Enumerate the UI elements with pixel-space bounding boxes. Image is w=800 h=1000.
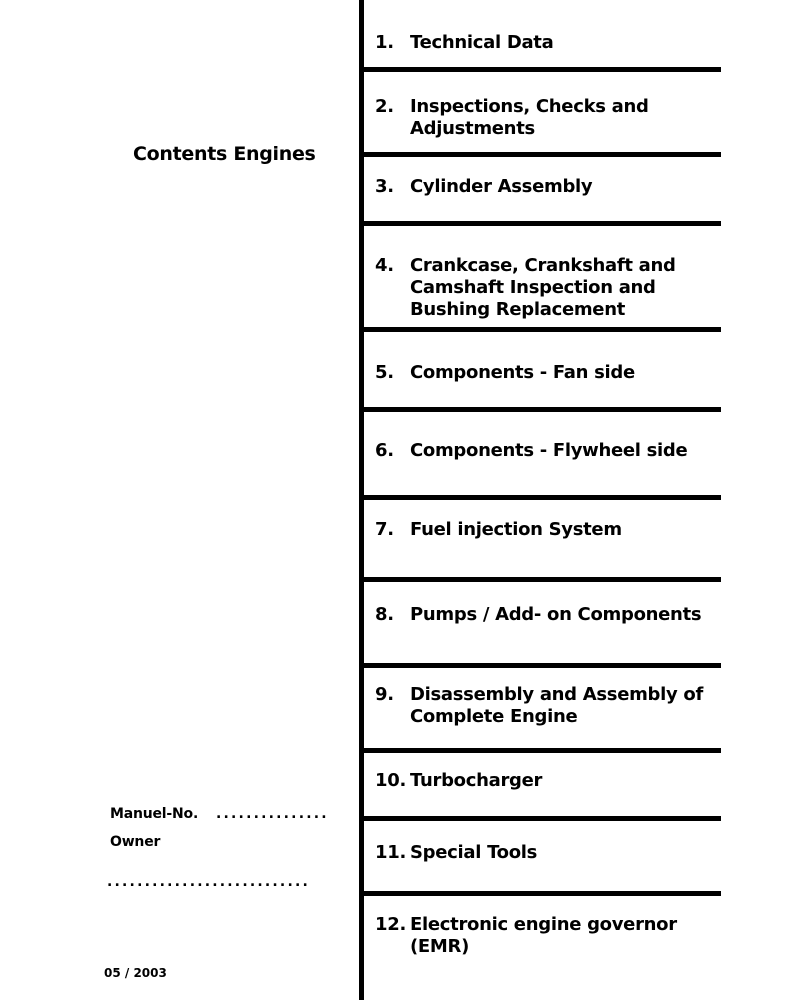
toc-divider bbox=[362, 663, 721, 668]
toc-title: Turbocharger bbox=[410, 770, 543, 791]
toc-divider bbox=[362, 221, 721, 226]
toc-divider bbox=[362, 577, 721, 582]
manual-no-field[interactable]: ............... bbox=[216, 806, 329, 822]
toc-divider bbox=[362, 152, 721, 157]
toc-divider bbox=[362, 67, 721, 72]
toc-number: 3. bbox=[375, 176, 394, 197]
toc-entry-6[interactable] bbox=[375, 440, 720, 462]
toc-divider bbox=[362, 891, 721, 896]
toc-number: 10. bbox=[375, 770, 406, 791]
toc-title: Special Tools bbox=[410, 842, 538, 863]
toc-entry-12[interactable] bbox=[375, 914, 720, 958]
toc-entry-2[interactable] bbox=[375, 96, 720, 140]
toc-title: Inspections, Checks and Adjustments bbox=[410, 96, 649, 139]
toc-number: 4. bbox=[375, 255, 394, 276]
publication-date: 05 / 2003 bbox=[104, 966, 167, 980]
toc-title: Crankcase, Crankshaft and Camshaft Inspection and Bushing Replacement bbox=[410, 255, 676, 320]
toc-number: 2. bbox=[375, 96, 394, 117]
vertical-divider bbox=[359, 0, 364, 1000]
toc-entry-3[interactable] bbox=[375, 176, 720, 198]
toc-title: Fuel injection System bbox=[410, 519, 622, 540]
toc-divider bbox=[362, 816, 721, 821]
toc-number: 7. bbox=[375, 519, 394, 540]
owner-field[interactable]: ........................... bbox=[107, 874, 310, 890]
toc-entry-11[interactable] bbox=[375, 842, 720, 864]
toc-title: Electronic engine governor (EMR) bbox=[410, 914, 677, 957]
toc-divider bbox=[362, 495, 721, 500]
toc-divider bbox=[362, 327, 721, 332]
toc-number: 8. bbox=[375, 604, 394, 625]
toc-divider bbox=[362, 407, 721, 412]
toc-entry-5[interactable] bbox=[375, 362, 720, 384]
toc-entry-9[interactable] bbox=[375, 684, 720, 728]
toc-title: Technical Data bbox=[410, 32, 554, 53]
toc-entry-7[interactable] bbox=[375, 519, 720, 541]
toc-number: 11. bbox=[375, 842, 406, 863]
manual-no-label: Manuel-No. bbox=[110, 806, 199, 822]
toc-title: Components - Fan side bbox=[410, 362, 635, 383]
toc-title: Cylinder Assembly bbox=[410, 176, 593, 197]
toc-number: 6. bbox=[375, 440, 394, 461]
toc-entry-1[interactable] bbox=[375, 32, 720, 54]
toc-number: 1. bbox=[375, 32, 394, 53]
toc-number: 5. bbox=[375, 362, 394, 383]
toc-entry-8[interactable] bbox=[375, 604, 720, 626]
toc-title: Components - Flywheel side bbox=[410, 440, 688, 461]
page-title: Contents Engines bbox=[133, 143, 316, 165]
toc-number: 9. bbox=[375, 684, 394, 705]
toc-entry-4[interactable] bbox=[375, 255, 720, 321]
toc-divider bbox=[362, 748, 721, 753]
toc-entry-10[interactable] bbox=[375, 770, 720, 792]
toc-title: Pumps / Add- on Components bbox=[410, 604, 702, 625]
toc-number: 12. bbox=[375, 914, 406, 935]
toc-title: Disassembly and Assembly of Complete Engine bbox=[410, 684, 704, 727]
owner-label: Owner bbox=[110, 834, 161, 850]
